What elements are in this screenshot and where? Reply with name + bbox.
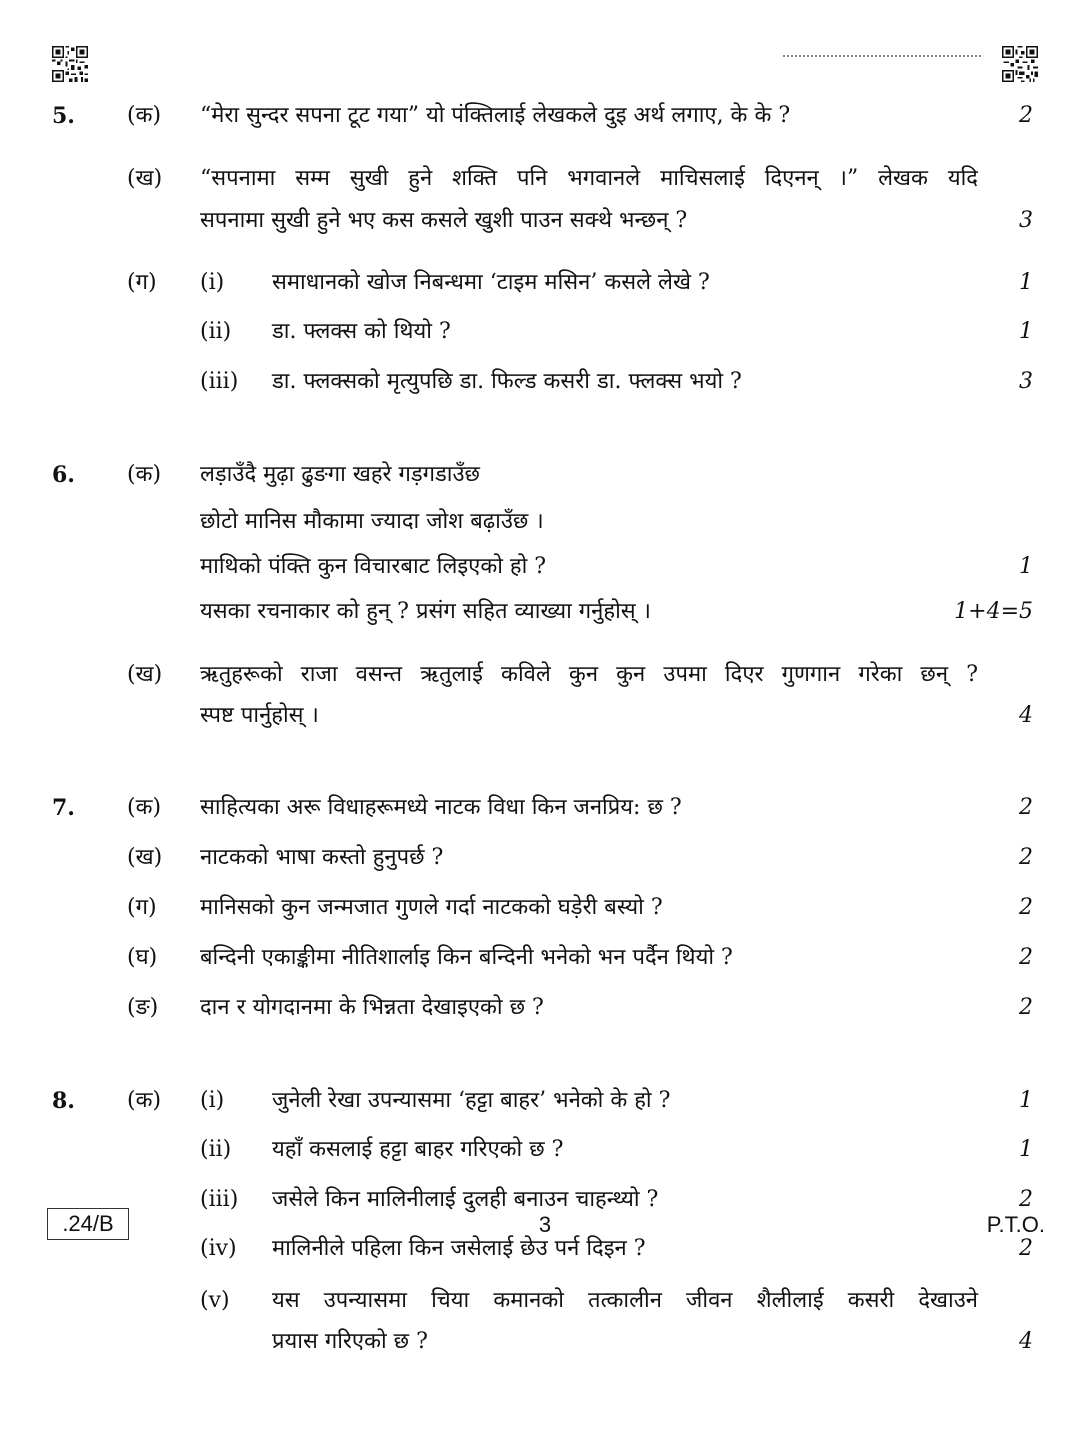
- part-label: (ग): [127, 895, 157, 920]
- question-text: यसका रचनाकार को हुन् ? प्रसंग सहित व्याख्या गर्नुहोस् ।: [200, 599, 651, 624]
- subpart-label: (ii): [200, 1137, 232, 1162]
- question-text: प्रयास गरिएको छ ?: [272, 1329, 428, 1354]
- marks: 2: [1019, 1187, 1033, 1212]
- subpart-label: (v): [200, 1288, 230, 1313]
- question-number: 7.: [52, 795, 75, 821]
- question-text: जुनेली रेखा उपन्यासमा ‘हट्टा बाहर’ भनेको के हो ?: [272, 1088, 671, 1113]
- question-text: माथिको पंक्ति कुन विचारबाट लिइएको हो ?: [200, 554, 547, 579]
- marks: 1: [1019, 270, 1033, 295]
- poem-line: छोटो मानिस मौकामा ज्यादा जोश बढ़ाउँछ ।: [200, 509, 544, 534]
- question-text: साहित्यका अरू विधाहरूमध्ये नाटक विधा किन जनप्रिय: छ ?: [200, 795, 682, 820]
- page-number: 3: [538, 1212, 552, 1237]
- qr-code-icon: [1002, 46, 1038, 82]
- question-row: [0, 362, 1091, 402]
- question-text: बन्दिनी एकाङ्कीमा नीतिशार्लाइ किन बन्दिनी भनेको भन पर्दैन थियो ?: [200, 945, 733, 970]
- marks: 2: [1019, 103, 1033, 128]
- part-label: (क): [127, 795, 162, 820]
- question-text: “सपनामा सम्म सुखी हुने शक्ति पनि भगवानले माचिसलाई दिएनन् ।” लेखक यदि: [200, 166, 978, 191]
- question-row: [0, 159, 1091, 199]
- part-label: (ङ): [127, 995, 159, 1020]
- question-text: “मेरा सुन्दर सपना टूट गया” यो पंक्तिलाई लेखकले दुइ अर्थ लगाए, के के ?: [200, 103, 791, 128]
- question-number: 8.: [52, 1088, 75, 1114]
- marks: 1: [1019, 319, 1033, 344]
- marks: 2: [1019, 1236, 1033, 1261]
- question-row: [0, 788, 1091, 828]
- question-row: [0, 201, 1091, 241]
- marks: 2: [1019, 995, 1033, 1020]
- question-row: [0, 838, 1091, 878]
- paper-code: .24/B: [47, 1208, 129, 1240]
- question-text: दान र योगदानमा के भिन्नता देखाइएको छ ?: [200, 995, 544, 1020]
- question-number: 6.: [52, 462, 75, 488]
- marks: 2: [1019, 945, 1033, 970]
- question-text: डा. फ्लक्सको मृत्युपछि डा. फिल्ड कसरी डा. फ्लक्स भयो ?: [272, 369, 742, 394]
- question-row: [0, 888, 1091, 928]
- question-row: [0, 988, 1091, 1028]
- question-text: सपनामा सुखी हुने भए कस कसले खुशी पाउन सक्थे भन्छन् ?: [200, 208, 688, 233]
- question-row: [0, 1281, 1091, 1321]
- question-text: समाधानको खोज निबन्धमा ‘टाइम मसिन’ कसले लेखे ?: [272, 270, 710, 295]
- question-row: [0, 696, 1091, 736]
- subpart-label: (ii): [200, 319, 232, 344]
- question-row: [0, 592, 1091, 632]
- marks: 1: [1019, 1088, 1033, 1113]
- marks: 4: [1019, 1329, 1033, 1354]
- part-label: (ख): [127, 662, 163, 687]
- question-text: जसेले किन मालिनीलाई दुलही बनाउन चाहन्थ्यो ?: [272, 1187, 659, 1212]
- marks: 2: [1019, 895, 1033, 920]
- question-row: [0, 547, 1091, 587]
- question-text: ऋतुहरूको राजा वसन्त ऋतुलाई कविले कुन कुन उपमा दिएर गुणगान गरेका छन् ?: [200, 662, 978, 687]
- header-rule: [783, 55, 981, 57]
- question-text: मालिनीले पहिला किन जसेलाई छेउ पर्न दिइन ?: [272, 1236, 646, 1261]
- subpart-label: (i): [200, 1088, 225, 1113]
- question-number: 5.: [52, 103, 75, 129]
- question-row: [0, 312, 1091, 352]
- subpart-label: (iii): [200, 369, 239, 394]
- part-label: (क): [127, 1088, 162, 1113]
- marks: 3: [1019, 369, 1033, 394]
- marks: 2: [1019, 845, 1033, 870]
- question-row: [0, 938, 1091, 978]
- part-label: (ख): [127, 845, 163, 870]
- part-label: (क): [127, 103, 162, 128]
- subpart-label: (i): [200, 270, 225, 295]
- subpart-label: (iv): [200, 1236, 237, 1261]
- question-text: नाटकको भाषा कस्तो हुनुपर्छ ?: [200, 845, 444, 870]
- marks: 1: [1019, 554, 1033, 579]
- question-row: [0, 1130, 1091, 1170]
- marks: 2: [1019, 795, 1033, 820]
- part-label: (घ): [127, 945, 158, 970]
- marks: 1+4=5: [954, 599, 1033, 624]
- question-text: यस उपन्यासमा चिया कमानको तत्कालीन जीवन शैलीलाई कसरी देखाउने: [272, 1288, 978, 1313]
- subpart-label: (iii): [200, 1187, 239, 1212]
- part-label: (ख): [127, 166, 163, 191]
- question-text: मानिसको कुन जन्मजात गुणले गर्दा नाटकको घड़ेरी बस्यो ?: [200, 895, 663, 920]
- question-row: [0, 1081, 1091, 1121]
- question-text: यहाँ कसलाई हट्टा बाहर गरिएको छ ?: [272, 1137, 564, 1162]
- question-row: [0, 455, 1091, 495]
- question-row: [0, 263, 1091, 303]
- part-label: (क): [127, 462, 162, 487]
- qr-code-icon: [52, 46, 88, 82]
- poem-line: लड़ाउँदै मुढ़ा ढुङगा खहरे गड़गडाउँछ: [200, 462, 480, 487]
- question-row: [0, 502, 1091, 542]
- question-text: डा. फ्लक्स को थियो ?: [272, 319, 451, 344]
- marks: 4: [1019, 703, 1033, 728]
- marks: 3: [1019, 208, 1033, 233]
- question-row: [0, 655, 1091, 695]
- question-row: [0, 1322, 1091, 1362]
- pto-label: P.T.O.: [986, 1212, 1045, 1237]
- marks: 1: [1019, 1137, 1033, 1162]
- part-label: (ग): [127, 270, 157, 295]
- question-text: स्पष्ट पार्नुहोस् ।: [200, 703, 319, 728]
- question-row: [0, 96, 1091, 136]
